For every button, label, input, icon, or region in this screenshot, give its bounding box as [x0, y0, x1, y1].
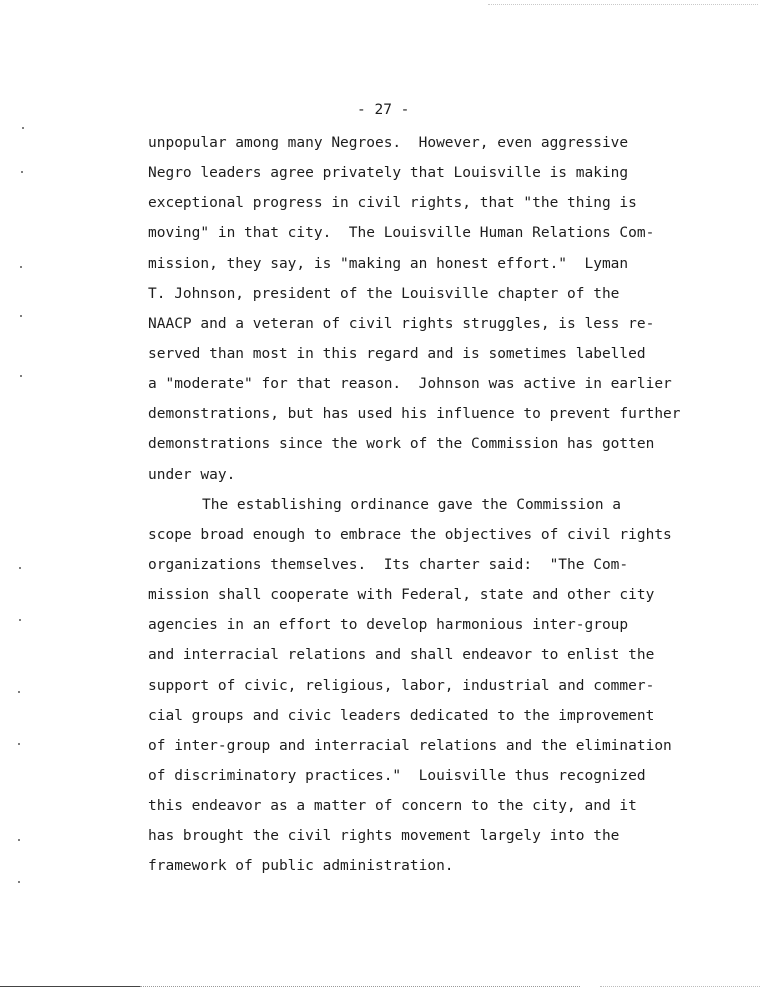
- text-line: mission shall cooperate with Federal, state and other city: [148, 587, 655, 604]
- scan-speck: [19, 567, 21, 569]
- text-line: a "moderate" for that reason. Johnson was active in earlier: [148, 376, 672, 393]
- scan-speck: [18, 743, 20, 745]
- scan-edge-line: [0, 986, 140, 987]
- scan-speck: [19, 619, 21, 621]
- text-line: scope broad enough to embrace the objectives of civil rights: [148, 526, 672, 543]
- scan-edge-line: [140, 986, 580, 987]
- text-line: cial groups and civic leaders dedicated to the improvement: [148, 707, 655, 724]
- text-line: exceptional progress in civil rights, that "the thing is: [148, 195, 637, 212]
- scan-speck: [21, 171, 23, 173]
- page-number: - 27 -: [357, 102, 410, 118]
- text-line: has brought the civil rights movement largely into the: [148, 828, 620, 845]
- text-line: demonstrations since the work of the Commission has gotten: [148, 436, 655, 453]
- text-line: moving" in that city. The Louisville Human Relations Com-: [148, 225, 655, 242]
- text-line: of inter-group and interracial relations and the elimination: [148, 737, 672, 754]
- scan-edge-dots: [488, 4, 758, 5]
- text-line: under way.: [148, 466, 236, 483]
- text-line: T. Johnson, president of the Louisville chapter of the: [148, 285, 620, 302]
- text-line: Negro leaders agree privately that Louisville is making: [148, 165, 629, 182]
- body-text: [148, 128, 748, 882]
- text-line: unpopular among many Negroes. However, even aggressive: [148, 135, 629, 151]
- text-line: of discriminatory practices." Louisville thus recognized: [148, 767, 646, 784]
- scan-speck: [20, 266, 22, 268]
- text-line: support of civic, religious, labor, industrial and commer-: [148, 677, 655, 694]
- text-line: demonstrations, but has used his influence to prevent further: [148, 406, 681, 423]
- text-line: this endeavor as a matter of concern to the city, and it: [148, 798, 637, 815]
- scan-speck: [22, 127, 24, 129]
- scan-speck: [18, 691, 20, 693]
- text-line: mission, they say, is "making an honest effort." Lyman: [148, 255, 629, 272]
- text-line: NAACP and a veteran of civil rights struggles, is less re-: [148, 315, 655, 332]
- text-line: served than most in this regard and is sometimes labelled: [148, 345, 646, 362]
- text-line: organizations themselves. Its charter said: "The Com-: [148, 556, 629, 573]
- scan-speck: [20, 375, 22, 377]
- text-line: agencies in an effort to develop harmonious inter-group: [148, 617, 629, 634]
- text-line: and interracial relations and shall endeavor to enlist the: [148, 647, 655, 664]
- paragraph-first-line: The establishing ordinance gave the Commission a: [202, 496, 622, 513]
- text-line: framework of public administration.: [148, 858, 454, 875]
- scan-speck: [18, 881, 20, 883]
- scan-edge-line: [600, 986, 760, 987]
- scan-speck: [18, 839, 20, 841]
- scan-speck: [20, 315, 22, 317]
